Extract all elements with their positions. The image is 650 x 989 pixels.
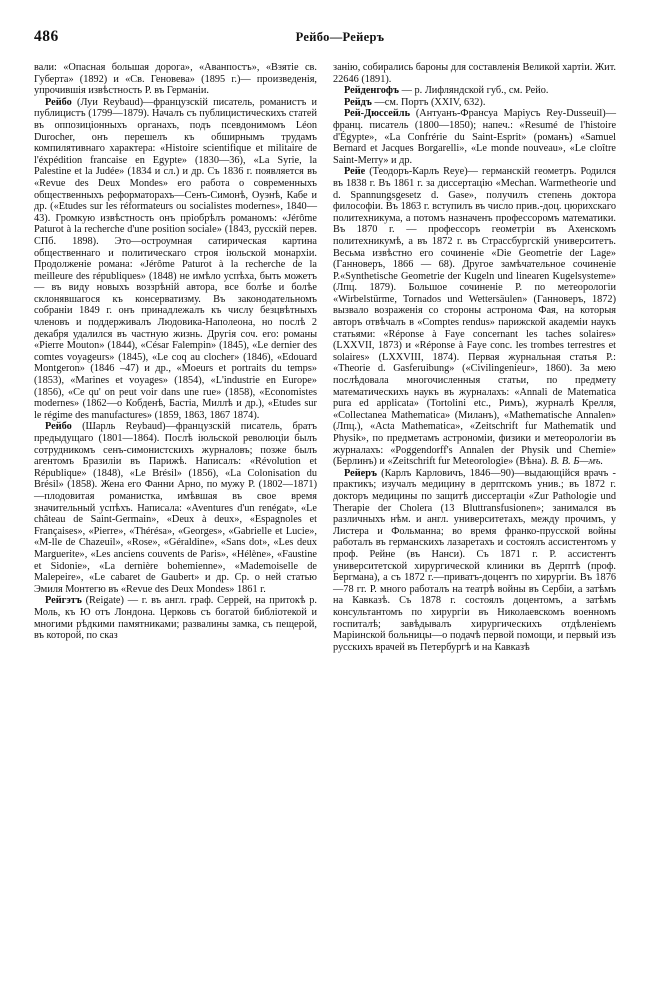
dictionary-entry	[333, 97, 616, 109]
folio-number: 486	[34, 28, 59, 45]
entry-body: Началъ съ публицистическихъ статей въ оппозиціонныхъ органахъ, подъ псевдонимомъ Léon Durocher, онъ перешелъ къ обширнымъ трудамъ компилятивнаго характера: «Histoire scientifique et militaire de l'éxpédition francaise en Egypte» (1830—36), «La Syrie, la Palestine et la Judée» (1834 и сл.) и др. Съ 1836 г. появляется въ «Revue des Deux Mondes» его работа о современныхъ общественныхъ реформаторахъ—Сенъ-Симонѣ, Оуэнѣ, Кабе и др. («Etudes sur les réformateurs ou socialistes modernes», 1840—43). Громкую извѣстность онъ пріобрѣлъ романомъ: «Jérôme Paturot à la recherche d'une position sociale» (1843, русскій перев. СПб. 1898). Это—остроумная сатирическая картина общественнаго и политическаго строя іюльской монархіи. Продолженіе романа: «Jérôme Paturot à la recherche de la meilleure des républiques» (1848) не имѣло успѣха, быть можетъ — въ виду новыхъ воззрѣній автора, все болѣе и болѣе склонявшагося къ консерватизму. Въ законодательномъ собраніи 1849 г. онъ принадлежалъ къ числу безцвѣтныхъ членовъ и поддерживалъ Людовика-Наполеона, но послѣ 2 декабря удалился въ частную жизнь. Другія соч. его: романы «Pierre Mouton» (1844), «César Falempin» (1845), «Le dernier des comtes voyageurs» (1845), «Le coq au clocher» (1846), «Edouard Montgeron» (1846 –47) и др., «Moeurs et portraits du temps» (1853), «Marines et voyages» (1854), «L'industrie en Europe» (1856), «Ce qu' on peut voir dans une rue» (1858), «Economistes modernes» (1862—о Кобденѣ, Бастіа, Миллѣ и др.), «Etudes sur le régime des manufactures» (1859, 1863, 1867 1874).	[34, 108, 317, 421]
column-right	[333, 62, 616, 974]
entry-headword: Рейеръ	[344, 467, 377, 479]
text-columns	[34, 62, 616, 974]
entry-headword: Рейгэтъ	[45, 595, 82, 607]
running-head: Рейбо—Рейеръ	[295, 30, 385, 44]
column-left	[34, 62, 317, 974]
dictionary-entry	[333, 108, 616, 166]
entry-headword: Рейе	[344, 166, 366, 178]
entry-gloss: —см. Портъ (XXIV, 632).	[374, 96, 486, 108]
entry-headword: Рейдъ	[344, 96, 372, 108]
entry-body: Родился въ 1838 г. Въ 1861 г. за диссертацію «Mechan. Warmetheorie und d. Spannungsgesetz d. Gase», получилъ степень доктора философіи. Въ 1863 г. вступилъ въ число прив.-доц. цюрихскаго политехникума, а потомъ назначенъ профессоромъ математики. Въ 1870 г. — профессоръ геометріи въ Ахенскомъ политехникумѣ, а въ 1872 г. въ Страссбургскій университетъ. Весьма извѣстно его сочиненіе «Die Geometrie der Lage» (Ганноверъ, 1866 — 68). Другое замѣчательное сочиненіе Р.«Synthetische Geometrie der Kugeln und linearen Kugelsysteme» (Лпц. 1879). Большое сочиненіе Р. по метеорологіи «Wirbelstürme, Tornados und Wettersäulen» (Ганноверъ, 1872) вызвало возраженія со стороны астронома Фая, на которыя авторъ отвѣчалъ в «Comptes rendus» парижской академіи наукъ статьями: «Réponse à Faye concernant les taches solaires» (LXXVII, 1873) и «Réponse à Faye conc. les trombes terrestres et solaires» (LXXVIII, 1874). Первая журнальная статья Р.: «Theorie d. Gasferuibung» («Civilingenieur», 1860). За мею послѣдовала многочисленныя статьи, по предмету математическихъ наукъ въ журналахъ: «Annali de Matematica pura ed applicata» (Tortolini etc., Римъ), журналѣ Крелля, «Collectanea Mathematica» (Миланъ), «Mathematische Annalen» (Лпц.), «Acta Mathematica», «Zeitschrift fur Mathematik und Physik», по предметамъ астрономіи, физики и метеорологіи въ журналахъ: «Poggendorff's Annalen der Physik und Chemie» (Берлинъ) и «Zeitschrift fur Meteorologie» (Вѣна).	[333, 166, 617, 468]
dictionary-entry	[333, 166, 616, 467]
paragraph-continuation	[34, 62, 317, 97]
dictionary-entry	[333, 468, 616, 654]
paragraph-text: вали: «Опасная большая дорога», «Аванпостъ», «Взятіе св. Губерта» (1892) и «Св. Геновева» (1895 г.)— произведенія, упрочившія извѣстность Р. въ Германіи.	[34, 62, 317, 97]
entry-gloss: (Reigate) — г. въ англ. граф. Серрей, на притокѣ р. Моль, къ Ю отъ Лондона.	[34, 595, 317, 618]
paragraph-text: занію, собирались бароны для составленія Великой хартіи. Жит. 22646 (1891).	[333, 62, 616, 85]
entry-headword: Рейбо	[45, 96, 72, 108]
entry-gloss: (Шарль Reybaud)—французскій писатель, братъ предыдущаго (1801—1864).	[34, 421, 318, 444]
entry-headword: Рей-Дюссейль	[344, 108, 411, 120]
dictionary-entry	[333, 85, 616, 97]
entry-body: Послѣ іюльской революціи былъ сотрудникомъ сенъ-симонистскихъ журналовъ; позже былъ агентомъ Бразиліи въ Парижѣ. Написалъ: «Révolution et République» (1848), «Le Brésil» (1856), «La Colonisation du Brésil» (1858). Жена его Фанни Арно, по мужу Р. (1802—1871)—плодовитая романистка, имѣвшая въ свое время значительный успѣхъ. Написала: «Aventures d'un renégat», «Le château de Saint-Germain», «Deux à deux», «Espagnoles et Françaises», «Pierre», «Thérésa», «Georges», «Gabrielle et Lucie», «M-lle de Chazeuil», «Rose», «Géraldine», «Sans dot», «Les deux Marguerite», «Les anciens couvents de Paris», «Hélène», «Faustine et Sidonie», «La dernière bohemienne», «Mademoiselle de Malepeire», «Le cabaret de Gaubert» и др. Ср. о ней статью Эмиля Монтегю въ «Revue des Deux Mondes» 1861 г.	[34, 433, 318, 595]
entry-signature: В. В. Б—мъ.	[550, 456, 604, 468]
entry-gloss: (Антуанъ-Франсуа Маріусъ Rey-Dusseuil)— франц. писатель (1800—1850);	[333, 108, 616, 131]
dictionary-entry	[34, 421, 317, 595]
entry-body: изучалъ медицину в дерптскомъ унив.; въ 1872 г. докторъ медицины по защитѣ диссертаціи «Zur Pathologie und Therapie der Cholera (13 Bluttransfusionen»; занимался въ различныхъ нѣм. и англ. университетахъ, между прочимъ, у Листера и Фольманна; во время франко-прусской войны работалъ въ германскихъ лазаретахъ и состоялъ ассистентомъ у проф. Рейне (въ Нанси). Съ 1871 г. Р. ассистентъ университетской хирургической клиники въ Дерптѣ (проф. Бергмана), а съ 1872 г.—приватъ-доцентъ по хирургіи. Въ 1876—78 гг. Р. много работалъ на театрѣ войны въ Сербіи, а затѣмъ на Кавказѣ. Съ 1878 г. состоялъ доцентомъ, а затѣмъ консультантомъ по хирургіи въ Николаевскомъ военномъ госпиталѣ; завѣдывалъ хирургическихъ отдѣленіемъ Маріинской больницы—о подачѣ первой помощи, и первый изъ русскихъ врачей въ Петербургѣ и на Кавказѣ	[333, 479, 616, 653]
dictionary-entry	[34, 595, 317, 641]
page-header	[34, 28, 616, 48]
entry-body: Церковь съ богатой библіотекой и многими рѣдкими памятниками; развалины замка, съ пещерой, въ которой, по сказ	[34, 606, 318, 642]
entry-headword: Рейденгофъ	[344, 85, 400, 97]
entry-gloss: (Луи Reybaud)—французскій писатель, романистъ и публицистъ (1799—1879).	[34, 96, 317, 120]
paragraph-continuation	[333, 62, 616, 85]
dictionary-entry	[34, 97, 317, 422]
entry-body: напеч.: «Resumé de l'histoire d'Égypte», «La Confrérie du Saint-Esprit» (романъ) «Samuel Bernard et Jacques Borgarelli», «Le monde nouveau», «Le cloître Saint-Merry» и др.	[333, 119, 617, 166]
entry-gloss: (Карлъ Карловичъ, 1846—90)—выдающійся врачъ - практикъ;	[333, 467, 616, 491]
entry-gloss: (Теодоръ-Карлъ Reye)— германскій геометръ.	[369, 166, 577, 178]
entry-gloss: — р. Лифляндской губ., см. Рейо.	[401, 85, 549, 97]
entry-headword: Рейбо	[45, 421, 72, 433]
